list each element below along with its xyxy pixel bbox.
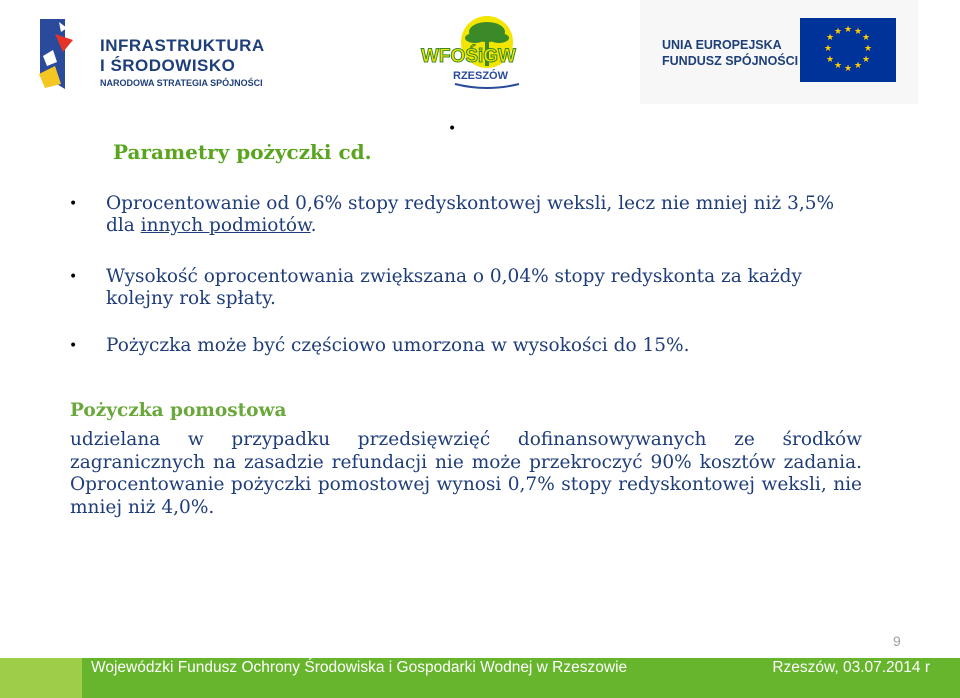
list-item xyxy=(66,193,866,237)
svg-text:★: ★ xyxy=(825,33,835,43)
bullet-icon: • xyxy=(69,196,78,212)
svg-text:★: ★ xyxy=(843,25,853,35)
svg-text:★: ★ xyxy=(853,27,863,37)
wfos-name: WFOŚiGW xyxy=(421,46,516,67)
footer-accent xyxy=(0,658,82,698)
header-logos xyxy=(0,0,960,105)
subheading: Pożyczka pomostowa xyxy=(70,400,287,421)
infra-line2: I ŚRODOWISKO xyxy=(100,56,236,75)
svg-text:★: ★ xyxy=(833,61,843,71)
bullet-icon: • xyxy=(69,269,78,285)
svg-text:★: ★ xyxy=(863,44,873,54)
paragraph: udzielana w przypadku przedsięwzięć dofinansowywanych ze środków zagranicznych na zasadzie refundacji nie może przekroczyć 90% kosztów zadania. Oprocentowanie pożyczki pomostowej wynosi 0,7% stopy redyskontowej weksli, nie mniej niż 4,0%. xyxy=(70,429,862,518)
svg-text:★: ★ xyxy=(853,61,863,71)
bullet-text: Wysokość oprocentowania zwiększana o 0,04% stopy redyskonta za każdy kolejny rok spłaty. xyxy=(106,266,802,309)
bullet-underlined-text: innych podmiotów xyxy=(140,215,311,236)
svg-text:★: ★ xyxy=(833,27,843,37)
infra-line1: INFRASTRUKTURA xyxy=(100,36,265,55)
wfos-emblem-icon xyxy=(415,10,555,90)
page-number: 9 xyxy=(893,633,901,649)
footer-bar xyxy=(0,658,960,698)
svg-text:★: ★ xyxy=(861,55,871,65)
svg-text:★: ★ xyxy=(825,55,835,65)
bullet-text-end: . xyxy=(310,215,317,236)
svg-text:★: ★ xyxy=(861,33,871,43)
eu-logo xyxy=(640,0,918,104)
bullet-text: Oprocentowanie od 0,6% stopy redyskontowej weksli, lecz nie mniej niż 3,5% dla xyxy=(106,193,835,236)
bullet-icon: • xyxy=(69,338,78,354)
svg-text:★: ★ xyxy=(843,64,853,74)
wfos-city: RZESZÓW xyxy=(453,70,508,82)
infra-line3: NARODOWA STRATEGIA SPÓJNOŚCI xyxy=(100,78,263,88)
footer-date: Rzeszów, 03.07.2014 r xyxy=(772,659,930,676)
bullet-text: Pożyczka może być częściowo umorzona w wysokości do 15%. xyxy=(106,335,690,356)
stray-bullet-icon: • xyxy=(448,121,457,137)
list-item xyxy=(66,266,866,310)
eu-flag-icon xyxy=(800,18,896,82)
wfos-logo xyxy=(415,10,555,90)
eu-line1: UNIA EUROPEJSKA xyxy=(662,38,782,52)
infrastruktura-emblem-icon xyxy=(35,14,95,94)
bullet-list xyxy=(66,193,866,386)
slide-title: Parametry pożyczki cd. xyxy=(113,140,372,164)
svg-text:★: ★ xyxy=(823,44,833,54)
infrastruktura-logo xyxy=(35,14,275,94)
eu-line2: FUNDUSZ SPÓJNOŚCI xyxy=(662,54,799,68)
list-item xyxy=(66,335,866,357)
footer-organization: Wojewódzki Fundusz Ochrony Środowiska i Gospodarki Wodnej w Rzeszowie xyxy=(91,659,628,676)
